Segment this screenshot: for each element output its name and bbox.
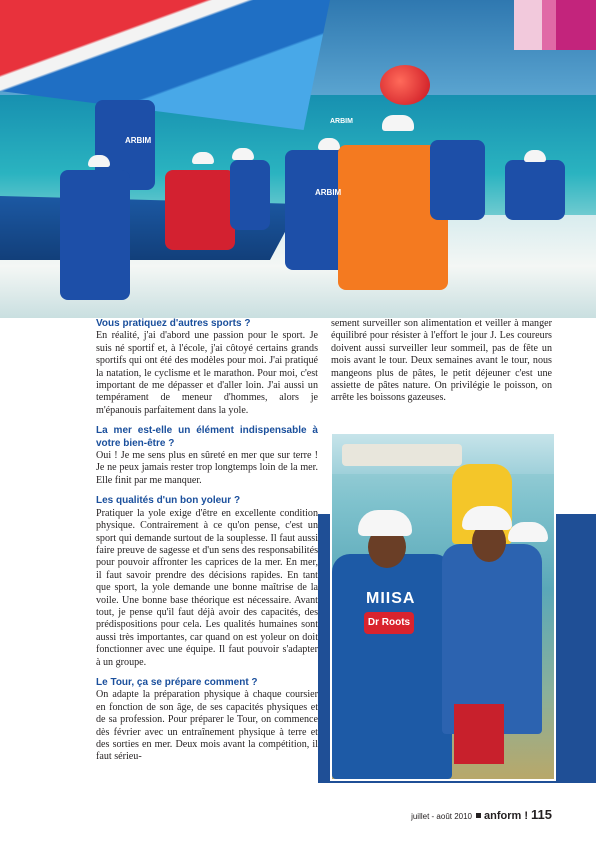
crew-member bbox=[430, 140, 485, 220]
continued-paragraph: sement surveiller son alimentation et veiller à manger équilibré pour résister à l'effort le jour J. Les coureurs doivent aussi surveiller leur sommeil, pas de fête un mois avant le tour. Deux semaines avant le tour, nous mangeons plus de pâtes, le petit déjeuner c'est une assiette de pâtes nature. On privilégie le poisson, on arrête les boissons gazeuses. bbox=[331, 318, 552, 404]
issue-date: juillet - août 2010 bbox=[411, 812, 473, 821]
cap-white bbox=[192, 152, 214, 164]
cap-white bbox=[358, 510, 412, 536]
corner-tab-mid bbox=[542, 0, 556, 50]
crew-photo bbox=[330, 432, 556, 781]
cap-white bbox=[232, 148, 254, 160]
question-heading: Le Tour, ça se prépare comment ? bbox=[96, 676, 258, 688]
crew-member bbox=[230, 160, 270, 230]
misa-logo: MIISA bbox=[366, 590, 416, 607]
question-heading: Vous pratiquez d'autres sports ? bbox=[96, 318, 251, 329]
page-footer bbox=[411, 806, 552, 824]
answer-paragraph: Pratiquer la yole exige d'être en excellente condition physique. Contrairement à ce qu'on pense, c'est un sport qui demande surtout de la souplesse. Il faut aussi faire preuve de sagesse et d'un sens des responsabilités pour pouvoir affronter les caprices de la mer. En mer, il faut savoir prendre des décisions rapides. En tant que sport, la yole demande une bonne maîtrise de la voile. Une bonne base théorique est nécessaire. Avant tout, je pense qu'il faut déjà avoir des capacités, des prédispositions pour cela. Les qualités humaines sont aussi très importantes, car quand on est yoleur on doit fonctionner avec une équipe. Il faut pouvoir s'adapter à un groupe. bbox=[96, 507, 318, 668]
sun-hat bbox=[382, 115, 414, 131]
right-text-column bbox=[331, 318, 552, 405]
red-buoy bbox=[380, 65, 430, 105]
crew-member-red bbox=[165, 170, 235, 250]
square-bullet-icon bbox=[476, 813, 481, 818]
crew-member bbox=[60, 170, 130, 300]
hero-photo bbox=[0, 0, 596, 318]
dr-roots-logo: Dr Roots bbox=[364, 612, 414, 634]
answer-paragraph: En réalité, j'ai d'abord une passion pour le sport. Je suis né sportif et, à l'école, j'ai côtoyé certains grands sportifs qui ont été des modèles pour moi. J'ai pratiqué la natation, le cyclisme et le marathon. Pour moi, c'est important de me dépasser et d'aller loin. J'ai aussi un tempérament de meneur d'hommes, alors je m'épanouis parfaitement dans la yole. bbox=[96, 330, 318, 416]
shirt-label: ARBIM bbox=[330, 118, 353, 125]
magazine-name: anform ! bbox=[484, 810, 529, 822]
blue-shirt-man bbox=[332, 554, 452, 779]
answer-paragraph: Oui ! Je me sens plus en sûreté en mer que sur terre ! Je ne peux jamais rester trop longtemps loin de la mer. Elle finit par me manquer. bbox=[96, 450, 318, 486]
shirt-label: ARBIM bbox=[125, 136, 152, 145]
cap-white bbox=[88, 155, 110, 167]
crew-member bbox=[505, 160, 565, 220]
cap-white bbox=[318, 138, 340, 150]
answer-paragraph: On adapte la préparation physique à chaque coursier en fonction de son âge, de ses capacités physiques et de sa profession. Pour préparer le Tour, on commence dès février avec un entraînement physique à terre et des sorties en mer. Deux mois avant la compétition, il faut sérieu- bbox=[96, 689, 318, 763]
red-shorts bbox=[454, 704, 504, 764]
question-heading: Les qualités d'un bon yoleur ? bbox=[96, 495, 241, 507]
corner-tab-light bbox=[514, 0, 542, 50]
left-text-column bbox=[96, 318, 318, 764]
corner-tab-dark bbox=[556, 0, 596, 50]
cap-white bbox=[524, 150, 546, 162]
page-number: 115 bbox=[531, 807, 552, 822]
shirt-label: ARBIM bbox=[315, 188, 342, 197]
question-heading: La mer est-elle un élément indispensable à votre bien-être ? bbox=[96, 425, 318, 449]
cap-white bbox=[508, 522, 548, 542]
cap-white bbox=[462, 506, 512, 530]
moored-boat bbox=[342, 444, 462, 466]
